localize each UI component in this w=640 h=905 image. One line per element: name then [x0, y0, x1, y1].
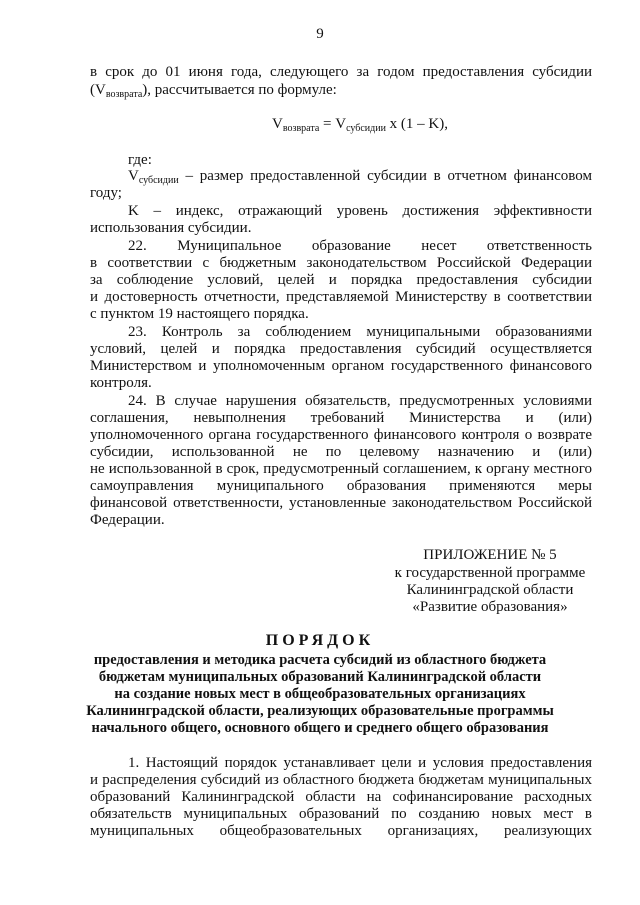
subtitle-line: начального общего, основного общего и среднего общего образования — [91, 720, 549, 736]
paragraph-24: 24. В случае нарушения обязательств, предусмотренных условиями — [128, 393, 592, 409]
formula: $V_{возврата} = V_{субсидии}$ х (1 – K), — [272, 116, 448, 134]
subtitle-line: предоставления и методика расчета субсидий из областного бюджета — [93, 652, 547, 668]
text-line: соглашения, невыполнения требований Министерства и (или) — [90, 410, 592, 426]
text-line: с пунктом 19 настоящего порядка. — [90, 306, 309, 322]
text-line: за соблюдение условий, целей и порядка предоставления субсидии — [90, 272, 592, 288]
text-line: муниципальных общеобразовательных организациях, реализующих — [90, 823, 592, 839]
subtitle-line: Калининградской области, реализующих образовательные программы — [86, 703, 554, 719]
text-line: Министерством и уполномоченным органом государственного финансового — [90, 358, 592, 374]
text-line: и достоверность отчетности, представляемой Министерству в соответствии — [90, 289, 592, 305]
text-line: году; — [90, 185, 122, 201]
text-line: использования субсидии. — [90, 220, 252, 236]
paragraph-22: 22. Муниципальное образование несет ответственность — [128, 238, 592, 254]
page-number: 9 — [316, 26, 324, 42]
definition-k: K – индекс, отражающий уровень достижения эффективности — [128, 203, 592, 219]
text-line: уполномоченного органа государственного финансового контроля о возврате — [90, 427, 592, 443]
text-line: и распределения субсидий из областного бюджета бюджетам муниципальных — [90, 772, 592, 788]
text-line: условий, целей и порядка предоставления субсидий осуществляется — [90, 341, 592, 357]
text-line: обязательств муниципальных образований по созданию новых мест в — [90, 806, 592, 822]
definition-v: $V_{субсидии}$ – размер предоставленной субсидии в отчетном финансовом — [128, 168, 592, 186]
document-title: ПОРЯДОК — [265, 632, 375, 649]
appendix-number: ПРИЛОЖЕНИЕ № 5 — [423, 547, 557, 563]
text-line: самоуправления муниципального образования применяются меры — [90, 478, 592, 494]
appendix-line: Калининградской области — [406, 582, 574, 598]
text-line: образований Калининградской области на софинансирование расходных — [90, 789, 592, 805]
text-line: $(V_{возврата})$, рассчитывается по формуле: — [90, 82, 337, 100]
subtitle-line: на создание новых мест в общеобразовательных организациях — [114, 686, 526, 702]
text-line: финансовой ответственности, установленные законодательством Российской — [90, 495, 592, 511]
appendix-line: к государственной программе — [394, 565, 586, 581]
text-line: субсидии, использованной не по целевому назначению и (или) — [90, 444, 592, 460]
subtitle-line: бюджетам муниципальных образований Калининградской области — [98, 669, 542, 685]
text-line: в срок до 01 июня года, следующего за годом предоставления субсидии — [90, 64, 592, 80]
text-line: не использованной в срок, предусмотренный соглашением, к органу местного — [90, 461, 592, 477]
paragraph-23: 23. Контроль за соблюдением муниципальными образованиями — [128, 324, 592, 340]
text-line: Федерации. — [90, 512, 165, 528]
paragraph-1: 1. Настоящий порядок устанавливает цели и условия предоставления — [128, 755, 592, 771]
where-label: где: — [128, 152, 152, 168]
text-line: контроля. — [90, 375, 152, 391]
text-line: в соответствии с бюджетным законодательством Российской Федерации — [90, 255, 592, 271]
appendix-line: «Развитие образования» — [412, 599, 568, 615]
